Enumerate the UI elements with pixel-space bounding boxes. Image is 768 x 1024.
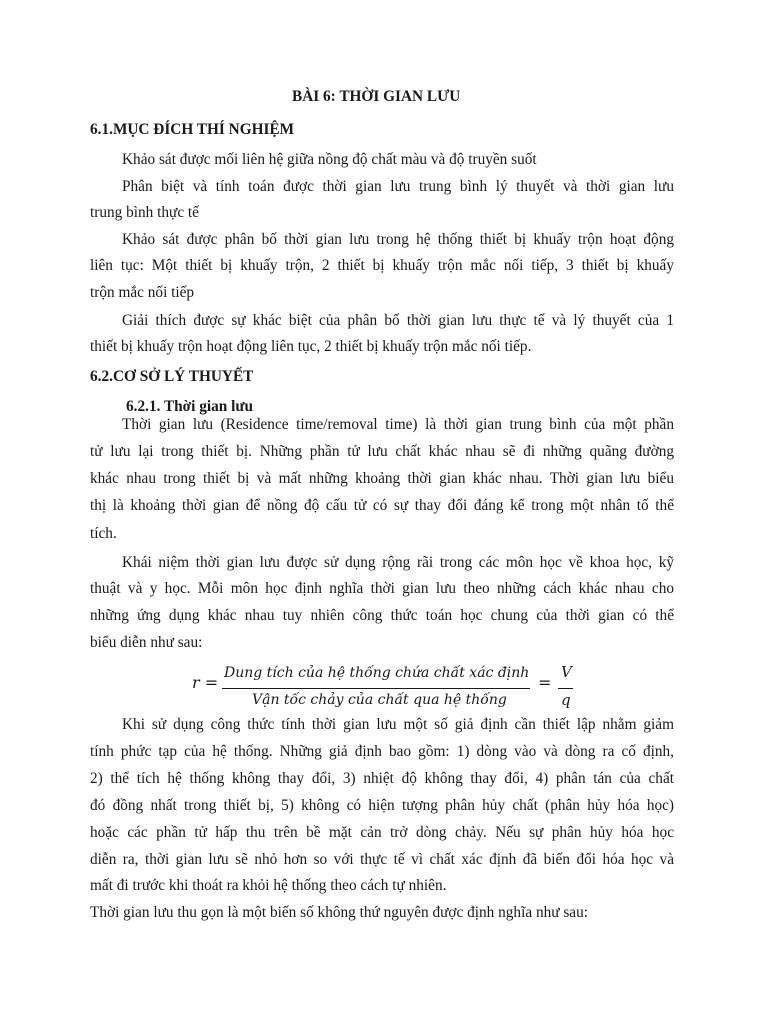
paragraph-line: tử lưu lại trong thiết bị. Những phần tử lưu chất khác nhau sẽ đi những quãng đường bbox=[90, 443, 674, 460]
formula-lhs: r = bbox=[192, 673, 219, 692]
paragraph-line: trộn mắc nối tiếp bbox=[90, 284, 195, 301]
paragraph-line: Khi sử dụng công thức tính thời gian lưu một số giả định cần thiết lập nhằm giảm bbox=[122, 716, 674, 733]
paragraph-line: Khảo sát được phân bố thời gian lưu trong hệ thống thiết bị khuấy trộn hoạt động bbox=[122, 231, 674, 248]
paragraph-line: thiết bị khuấy trộn hoạt động liên tục, 2 thiết bị khuấy trộn mắc nối tiếp. bbox=[90, 338, 532, 355]
formula-flow: q bbox=[561, 691, 571, 709]
section-heading-purpose: 6.1.MỤC ĐÍCH THÍ NGHIỆM bbox=[90, 121, 295, 138]
paragraph-line: biểu diễn như sau: bbox=[90, 634, 203, 651]
formula-equals: = bbox=[538, 673, 552, 692]
formula-numerator: Dung tích của hệ thống chứa chất xác định bbox=[224, 665, 530, 681]
formula-fraction-bar bbox=[222, 688, 530, 689]
paragraph-line: diễn ra, thời gian lưu sẽ nhỏ hơn so với thực tế vì chất xác định đã biến đổi hóa học và bbox=[90, 851, 674, 868]
paragraph-line: trung bình thực tế bbox=[90, 204, 199, 221]
paragraph-line: hoặc các phần tử hấp thu trên bề mặt cản trở dòng chảy. Nếu sự phân hủy hóa học bbox=[90, 824, 674, 841]
residence-time-formula bbox=[190, 662, 590, 718]
document-title: BÀI 6: THỜI GIAN LƯU bbox=[292, 88, 461, 105]
paragraph-line: thuật và y học. Mỗi môn học định nghĩa thời gian lưu theo những cách khác nhau cho bbox=[90, 580, 674, 597]
paragraph-line: những ứng dụng khác nhau tuy nhiên công thức toán học chung của thời gian có thể bbox=[90, 607, 674, 624]
formula-fraction-bar bbox=[558, 688, 573, 689]
paragraph-line: tích. bbox=[90, 525, 117, 542]
paragraph-line: tính phức tạp của hệ thống. Những giả định bao gồm: 1) dòng vào và dòng ra cố định, bbox=[90, 743, 674, 760]
paragraph-line: mất đi trước khi thoát ra khỏi hệ thống theo cách tự nhiên. bbox=[90, 877, 447, 894]
section-heading-theory: 6.2.CƠ SỞ LÝ THUYẾT bbox=[90, 368, 254, 385]
paragraph-line: Khái niệm thời gian lưu được sử dụng rộng rãi trong các môn học về khoa học, kỹ bbox=[122, 554, 674, 571]
subsection-heading-residence-time: 6.2.1. Thời gian lưu bbox=[126, 398, 254, 415]
paragraph-line: thị là khoảng thời gian để nồng độ cấu tử có sự thay đổi đáng kể trong một nhân tố thể bbox=[90, 497, 674, 514]
paragraph-line: Giải thích được sự khác biệt của phân bố thời gian lưu thực tế và lý thuyết của 1 bbox=[122, 312, 674, 329]
paragraph-line: Phân biệt và tính toán được thời gian lưu trung bình lý thuyết và thời gian lưu bbox=[122, 178, 674, 195]
paragraph-line: Thời gian lưu (Residence time/removal time) là thời gian trung bình của một phần bbox=[122, 416, 674, 433]
paragraph-line: khác nhau trong thiết bị và mất những khoảng thời gian khác nhau. Thời gian lưu biểu bbox=[90, 470, 674, 487]
formula-volume: V bbox=[561, 663, 572, 681]
paragraph-line: Khảo sát được mối liên hệ giữa nồng độ chất màu và độ truyền suốt bbox=[122, 151, 537, 168]
formula-denominator: Vận tốc chảy của chất qua hệ thống bbox=[252, 692, 507, 708]
paragraph-line: Thời gian lưu thu gọn là một biến số không thứ nguyên được định nghĩa như sau: bbox=[90, 904, 589, 921]
paragraph-line: liên tục: Một thiết bị khuấy trộn, 2 thiết bị khuấy trộn mắc nối tiếp, 3 thiết bị khuấy bbox=[90, 257, 674, 274]
paragraph-line: đó đồng nhất trong thiết bị, 5) không có hiện tượng phân hủy chất (phân hủy hóa học) bbox=[90, 797, 674, 814]
paragraph-line: 2) thể tích hệ thống không thay đổi, 3) nhiệt độ không thay đổi, 4) phân tán của chất bbox=[90, 770, 674, 787]
